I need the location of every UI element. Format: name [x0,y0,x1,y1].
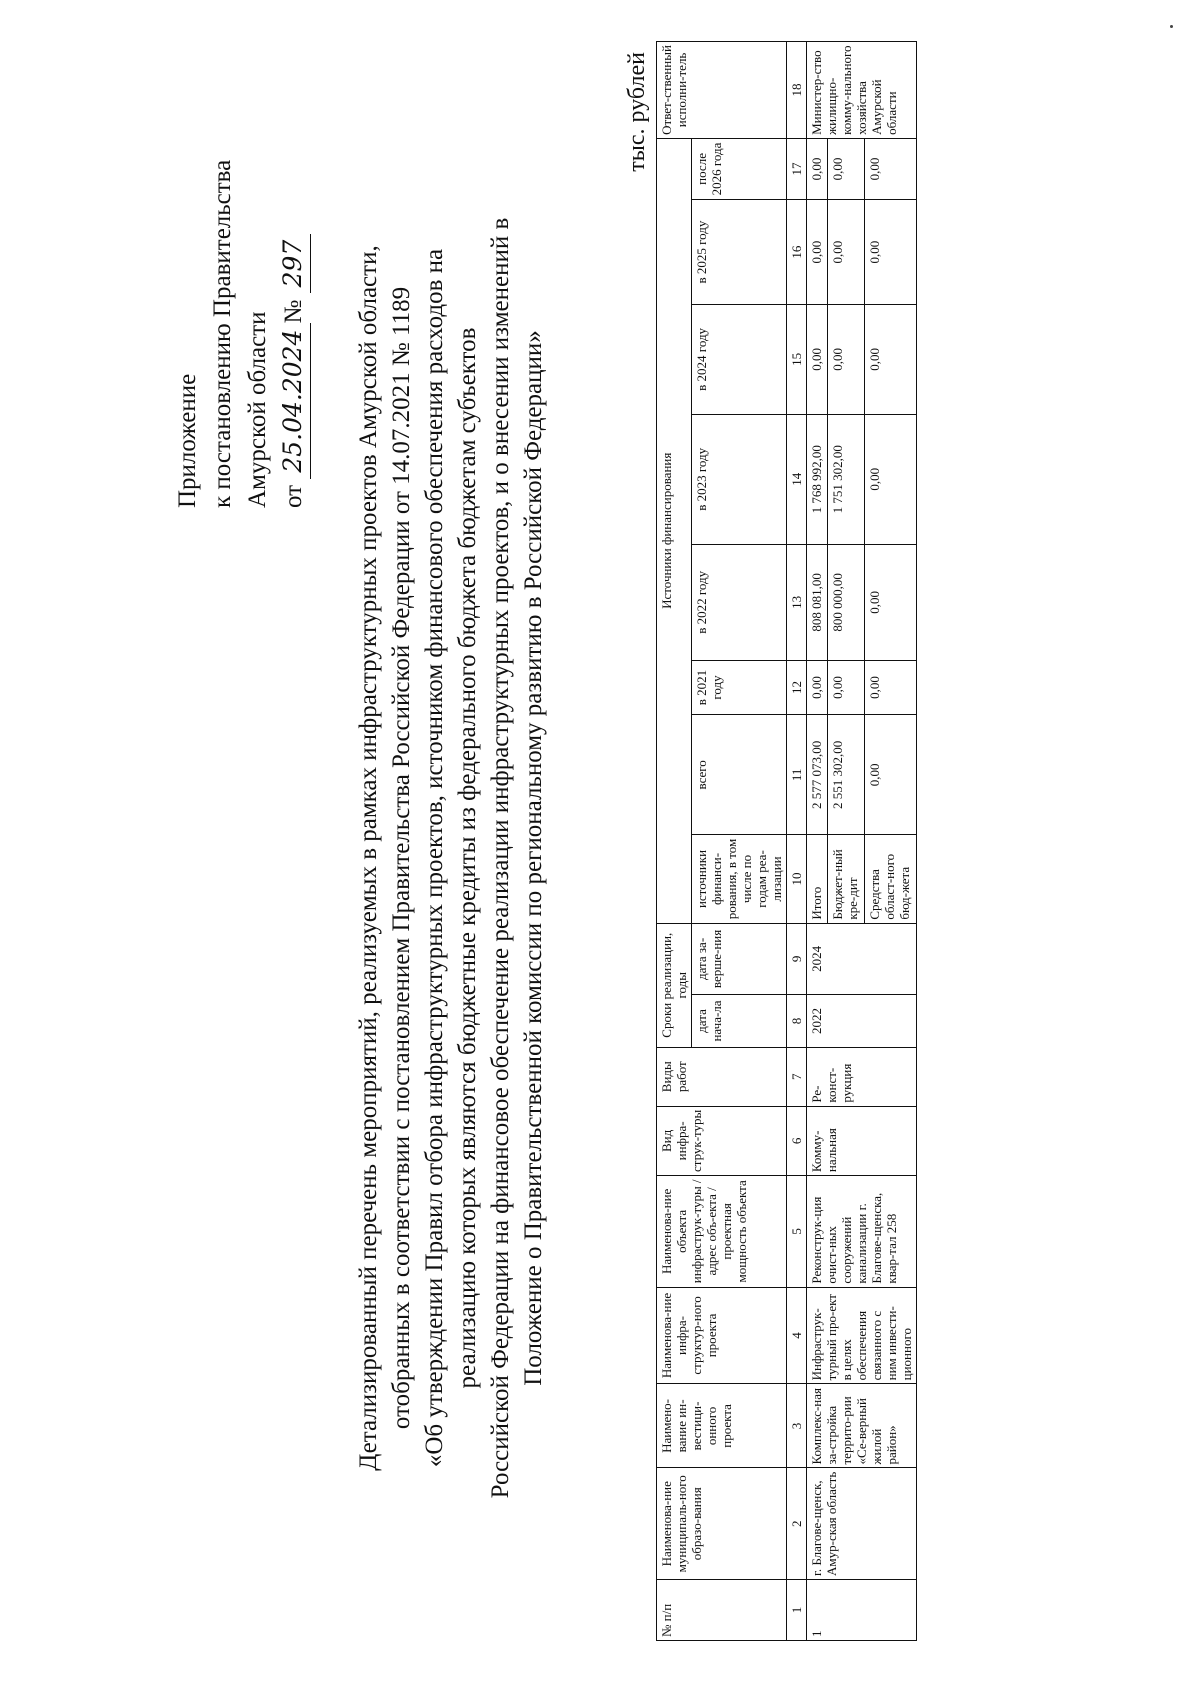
header-cell: источники финанси-рования, в том числе по годам реа-лизации [692,835,787,923]
appendix-date-line [275,160,311,508]
column-number: 1 [787,1580,807,1641]
column-number: 11 [787,715,807,835]
header-cell: Виды работ [657,1047,787,1106]
header-cell: Сроки реализации, годы [657,923,692,1047]
total-cell: 2 577 073,00 [807,715,828,835]
after2026-cell: 0,00 [864,138,916,199]
column-number: 17 [787,138,807,199]
appendix-line: к постановлению Правительства [209,159,236,508]
y2023-cell: 1 751 302,00 [827,414,864,544]
infra-type-cell: Комму-нальная [807,1106,917,1175]
y2025-cell: 0,00 [807,200,828,305]
column-number: 5 [787,1176,807,1288]
municipality-cell: г. Благове-щенск, Амур-ская область [807,1468,917,1580]
after2026-cell: 0,00 [807,138,828,199]
y2022-cell: 0,00 [864,545,916,661]
y2025-cell: 0,00 [827,200,864,305]
y2022-cell: 800 000,00 [827,545,864,661]
header-cell: № п/п [657,1580,787,1641]
y2022-cell: 808 081,00 [807,545,828,661]
handwritten-number: 297 [275,234,311,294]
header-cell: Наименова-ние муниципаль-ного образо-вания [657,1468,787,1580]
title-line: Российской Федерации на финансовое обеспечение реализации инфраструктурных проектов, и о внесении изменений в [487,217,514,1499]
column-number: 18 [787,42,807,139]
end-year-cell: 2024 [807,923,917,995]
infra-project-cell: Инфраструк-турный про-ект в целях обеспечения связанного с ним инвести-ционного [807,1287,917,1384]
y2024-cell: 0,00 [864,305,916,414]
header-cell: Наименова-ние инфра-структур-ного проекта [657,1287,787,1384]
column-number: 3 [787,1384,807,1468]
y2021-cell: 0,00 [864,660,916,715]
y2025-cell: 0,00 [864,200,916,305]
handwritten-date: 25.04.2024 [275,324,311,479]
appendix-block [170,160,311,508]
table-row [807,42,828,1641]
title-line: отобранных в соответствии с постановлением Правительства Российской Федерации от 14.07.2021 № 1189 [388,286,415,1430]
header-cell: Вид инфра-струк-туры [657,1106,787,1175]
column-number: 6 [787,1106,807,1175]
header-cell: в 2023 году [692,414,787,544]
column-number-row [787,42,807,1641]
projects-table [656,41,917,1641]
column-number: 15 [787,305,807,414]
column-number: 16 [787,200,807,305]
column-number: 2 [787,1468,807,1580]
after2026-cell: 0,00 [827,138,864,199]
start-year-cell: 2022 [807,995,917,1048]
table-header-row [657,42,692,1641]
header-cell: Ответ-ственный исполни-тель [657,42,787,139]
title-line: Положение о Правительственной комиссии по региональному развитию в Российской Федерации» [520,330,547,1386]
column-number: 8 [787,995,807,1048]
header-cell: дата нача-ла [692,995,787,1048]
title-line: «Об утверждении Правил отбора инфраструктурных проектов, источником финансового обеспечения расходов на [421,248,448,1468]
column-number: 9 [787,923,807,995]
header-cell: в 2021 году [692,660,787,715]
source-name-cell: Бюджет-ный кре-дит [827,835,864,923]
header-cell: в 2024 году [692,305,787,414]
column-number: 13 [787,545,807,661]
title-line: Детализированный перечень мероприятий, реализуемых в рамках инфраструктурных проектов Амурской области, [355,245,382,1471]
y2023-cell: 1 768 992,00 [807,414,828,544]
column-number: 14 [787,414,807,544]
y2023-cell: 0,00 [864,414,916,544]
invest-project-cell: Комплекс-ная за-стройка террито-рии «Се-верный жилой район» [807,1384,917,1468]
row-number: 1 [807,1580,917,1641]
column-number: 4 [787,1287,807,1384]
date-prefix: от [280,484,307,508]
total-cell: 0,00 [864,715,916,835]
header-cell: в 2025 году [692,200,787,305]
y2021-cell: 0,00 [807,660,828,715]
header-cell: всего [692,715,787,835]
executor-cell: Министер-ство жилищно-комму-нального хозяйства Амурской области [807,42,917,139]
header-cell: Наимено-вание ин-вестици-онного проекта [657,1384,787,1468]
object-cell: Реконструк-ция очист-ных сооружений канализации г. Благове-щенска, квар-тал 258 [807,1176,917,1288]
appendix-line: Амурской области [244,311,271,508]
number-label: № [280,299,307,324]
column-number: 7 [787,1047,807,1106]
source-name-cell: Итого [807,835,828,923]
scan-speck [1170,25,1173,28]
y2021-cell: 0,00 [827,660,864,715]
header-cell: Источники финансирования [657,138,692,923]
y2024-cell: 0,00 [807,305,828,414]
y2024-cell: 0,00 [827,305,864,414]
header-cell: после 2026 года [692,138,787,199]
header-cell: в 2022 году [692,545,787,661]
document-title [352,133,550,1583]
title-line: реализацию которых являются бюджетные кредиты из федерального бюджета бюджетам субъектов [454,327,481,1389]
appendix-line: Приложение [174,373,201,508]
header-cell: Наименова-ние объекта инфраструк-туры / адрес объ-екта / проектная мощность объекта [657,1176,787,1288]
column-number: 12 [787,660,807,715]
column-number: 10 [787,835,807,923]
work-type-cell: Ре-конст-рукция [807,1047,917,1106]
total-cell: 2 551 302,00 [827,715,864,835]
unit-label: тыс. рублей [624,52,650,172]
source-name-cell: Средства област-ного бюд-жета [864,835,916,923]
header-cell: дата за-верше-ния [692,923,787,995]
